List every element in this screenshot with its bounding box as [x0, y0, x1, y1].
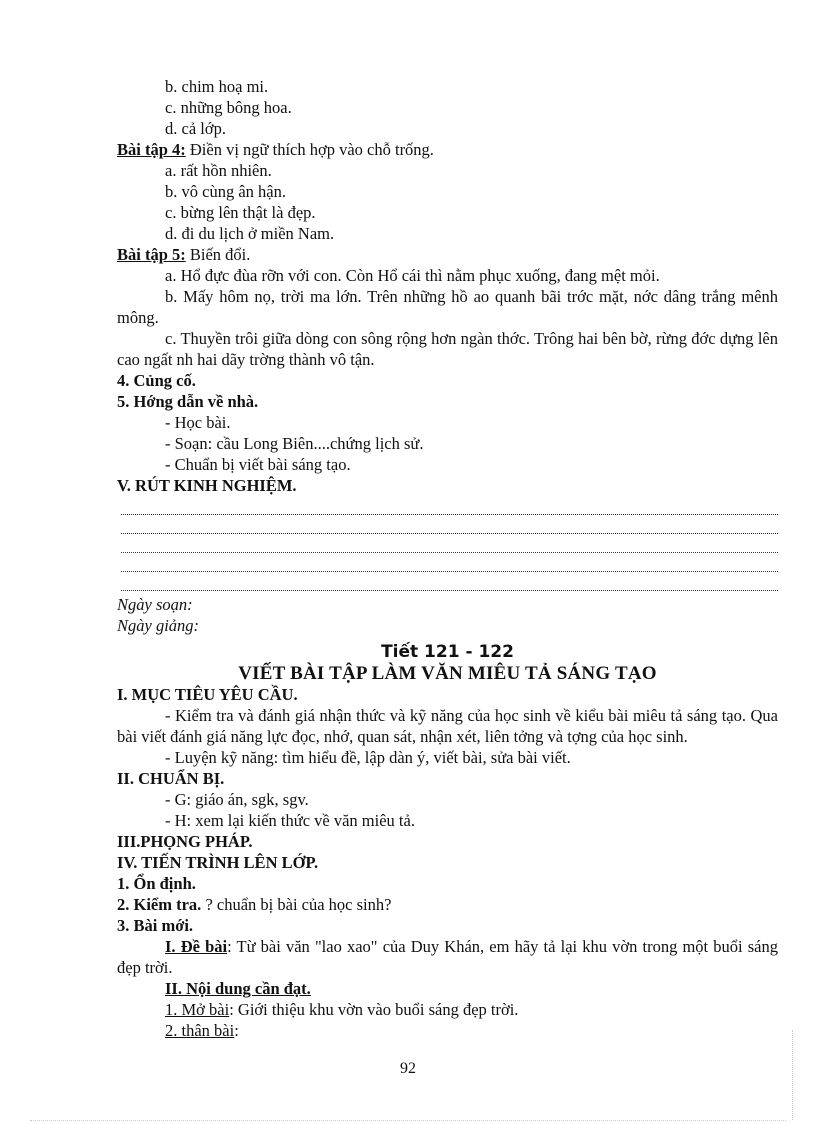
check-label: 2. Kiểm tra.	[117, 895, 202, 914]
topic-label: I. Đề bài	[165, 937, 228, 956]
content-heading: II. Nội dung cần đạt.	[165, 979, 311, 998]
list-item: c. bừng lên thật là đẹp.	[165, 203, 316, 222]
date-taught: Ngày giảng:	[117, 616, 200, 635]
intro-text: : Giới thiệu khu vờn vào buổi sáng đẹp trời.	[229, 1000, 519, 1019]
dotted-line	[121, 519, 778, 534]
paragraph: c. Thuyền trôi giữa dòng con sông rộng hơn ngàn thớc. Trông hai bên bờ, rừng đớc dựng lên cao ngất nh hai dãy trờng thành vô tận.	[117, 329, 778, 369]
body-text: :	[234, 1021, 239, 1040]
content-outline	[117, 978, 778, 1041]
exercise-4-label: Bài tập 4:	[117, 140, 186, 159]
list-item: d. đi du lịch ở miền Nam.	[165, 224, 335, 243]
section-heading: 5. Hớng dẫn về nhà.	[117, 392, 259, 411]
dotted-line	[121, 576, 778, 591]
check-line	[117, 894, 778, 915]
intro-line	[165, 999, 778, 1020]
page-right-border	[792, 1030, 794, 1120]
exercise-4-options	[117, 160, 778, 244]
intro-label: 1. Mở bài	[165, 1000, 230, 1019]
section-heading: 4. Củng cố.	[117, 371, 196, 390]
section-heading: III.PHỌNG PHÁP.	[117, 832, 253, 851]
exercise-4-text: Điền vị ngữ thích hợp vào chỗ trống.	[185, 140, 434, 159]
list-item: - G: giáo án, sgk, sgv.	[165, 790, 309, 809]
notes-lines	[117, 500, 778, 591]
list-item: - H: xem lại kiến thức về văn miêu tả.	[165, 811, 415, 830]
exercise-4-heading	[117, 139, 778, 160]
date-prepared: Ngày soạn:	[117, 595, 193, 614]
dotted-line	[121, 538, 778, 553]
list-item: a. rất hồn nhiên.	[165, 161, 272, 180]
lesson-title: VIẾT BÀI TẬP LÀM VĂN MIÊU TẢ SÁNG TẠO	[238, 663, 657, 684]
section-heading: 3. Bài mới.	[117, 916, 194, 935]
list-item: b. vô cùng ân hận.	[165, 182, 286, 201]
page-number: 92	[400, 1060, 416, 1077]
exercise-5-label: Bài tập 5:	[117, 245, 186, 264]
list-item: - Soạn: cầu Long Biên....chứng lịch sử.	[165, 434, 424, 453]
topic-text: : Từ bài văn "lao xao" của Duy Khán, em hãy tả lại khu vờn trong một buổi sáng đẹp trời.	[117, 937, 779, 977]
list-item: - Học bài.	[165, 413, 231, 432]
section-heading: V. RÚT KINH NGHIỆM.	[117, 476, 297, 495]
list-item: d. cả lớp.	[165, 119, 226, 138]
document-page	[117, 76, 778, 1041]
paragraph: b. Mấy hôm nọ, trời ma lớn. Trên những hồ ao quanh bãi trớc mặt, nớc dâng trắng mênh mông.	[117, 287, 778, 327]
check-text: ? chuẩn bị bài của học sinh?	[201, 895, 392, 914]
body-line	[165, 1020, 778, 1041]
section-heading: IV. TIẾN TRÌNH LÊN LỚP.	[117, 853, 319, 872]
section-heading: I. MỤC TIÊU YÊU CẦU.	[117, 685, 298, 704]
paragraph: - Luyện kỹ năng: tìm hiểu đề, lập dàn ý, viết bài, sửa bài viết.	[165, 748, 571, 767]
homework-list	[117, 412, 778, 475]
topic-paragraph	[117, 936, 778, 978]
list-item: c. những bông hoa.	[165, 98, 292, 117]
page-bottom-border	[30, 1120, 786, 1121]
exercise-5-heading	[117, 244, 778, 265]
section-heading: II. CHUẨN BỊ.	[117, 769, 225, 788]
exercise-5-text: Biến đổi.	[185, 245, 251, 264]
dotted-line	[121, 557, 778, 572]
preparation-list	[117, 789, 778, 831]
exercise-3-options	[117, 76, 778, 139]
list-item: b. chim hoạ mi.	[165, 77, 269, 96]
paragraph: - Kiểm tra và đánh giá nhận thức và kỹ năng của học sinh về kiểu bài miêu tả sáng tạo. Qua bài viết đánh giá năng lực đọc, nhớ, quan sát, nhận xét, liên tởng và tợng của học sinh.	[117, 706, 778, 746]
section-heading: 1. Ổn định.	[117, 874, 196, 893]
lesson-number: Tiết 121 - 122	[381, 642, 514, 662]
list-item: - Chuẩn bị viết bài sáng tạo.	[165, 455, 351, 474]
body-label: 2. thân bài	[165, 1021, 235, 1040]
dotted-line	[121, 500, 778, 515]
paragraph: a. Hổ đực đùa rỡn với con. Còn Hổ cái thì nằm phục xuống, đang mệt mỏi.	[165, 266, 660, 285]
